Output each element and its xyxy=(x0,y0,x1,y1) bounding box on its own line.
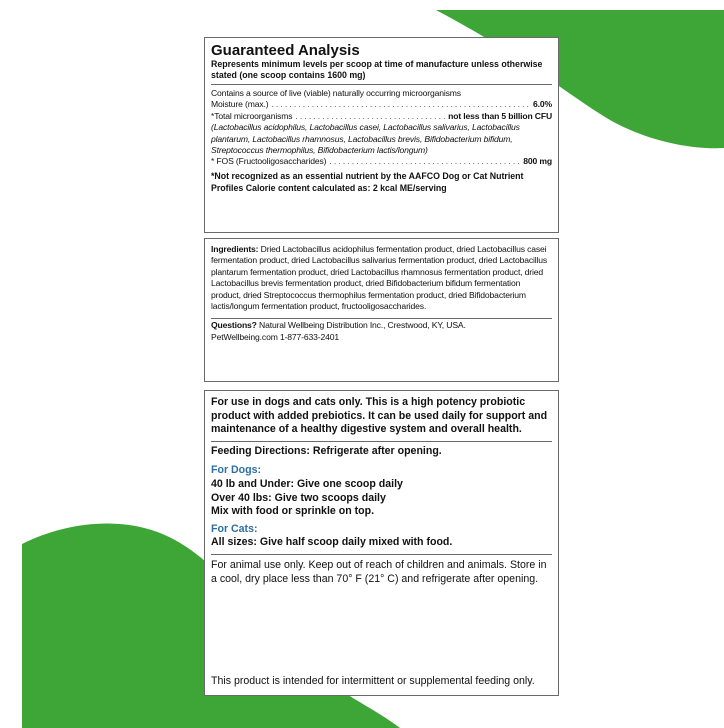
guaranteed-analysis-subtitle: Represents minimum levels per scoop at time of manufacture unless otherwise stated (one scoop contains 1600 mg) xyxy=(211,59,543,80)
ingredients-block xyxy=(205,239,558,312)
dogs-line-2: Over 40 lbs: Give two scoops daily xyxy=(211,491,386,504)
cats-line-1: All sizes: Give half scoop daily mixed with food. xyxy=(211,536,453,549)
ingredients-label: Ingredients: xyxy=(211,244,259,254)
contact-line: PetWellbeing.com 1-877-633-2401 xyxy=(211,331,339,342)
warning-text: For animal use only. Keep out of reach of children and animals. Store in a cool, dry place less than 70° F (21° C) and refrigerate after opening. xyxy=(211,558,547,585)
divider xyxy=(211,554,552,555)
dogs-line-3: Mix with food or sprinkle on top. xyxy=(211,505,375,518)
divider xyxy=(211,441,552,442)
cats-heading: For Cats: xyxy=(211,522,258,535)
footer-note: This product is intended for intermittent or supplemental feeding only. xyxy=(211,675,535,688)
dogs-line-1: 40 lb and Under: Give one scoop daily xyxy=(211,477,403,490)
guaranteed-analysis-panel xyxy=(204,37,559,233)
ingredients-panel xyxy=(204,238,559,382)
microorganisms-value: not less than 5 billion CFU xyxy=(448,110,552,121)
guaranteed-analysis-title: Guaranteed Analysis xyxy=(211,42,360,59)
usage-intro: For use in dogs and cats only. This is a high potency probiotic product with added prebiotics. It can be used daily for support and maintenance of a healthy digestive system and overall health. xyxy=(211,396,548,436)
moisture-row xyxy=(205,99,558,110)
aafco-note: *Not recognized as an essential nutrient by the AAFCO Dog or Cat Nutrient Profiles Calorie content calculated as: 2 kcal ME/serving xyxy=(211,170,524,193)
moisture-label: Moisture (max.) xyxy=(211,99,269,110)
leader-dots xyxy=(329,156,520,167)
leader-dots xyxy=(271,99,530,110)
microorganisms-label: *Total microorganisms xyxy=(211,110,293,121)
fos-value: 800 mg xyxy=(523,156,552,167)
leader-dots xyxy=(295,111,445,122)
feeding-directions: Feeding Directions: Refrigerate after opening. xyxy=(211,444,442,457)
questions-line xyxy=(205,319,558,331)
questions-label: Questions? xyxy=(211,320,257,331)
strains-list: (Lactobacillus acidophilus, Lactobacillus casei, Lactobacillus salivarius, Lactobacillus plantarum, Lactobacillus rhamnosus, Lactobacillus brevis, Bifidobacterium bifidum, Streptococcus thermophilus, Bifidobacterium lactis/longum) xyxy=(211,122,520,156)
microorganisms-row xyxy=(205,111,558,122)
dogs-heading: For Dogs: xyxy=(211,464,262,477)
fos-label: * FOS (Fructooligosaccharides) xyxy=(211,156,327,167)
moisture-value: 6.0% xyxy=(533,99,552,110)
usage-panel xyxy=(204,390,559,696)
fos-row xyxy=(205,156,558,167)
source-note: Contains a source of live (viable) naturally occurring microorganisms xyxy=(211,88,461,98)
ingredients-text: Dried Lactobacillus acidophilus fermentation product, dried Lactobacillus casei fermentation product, dried Lactobacillus salivarius fermentation product, dried Lactobacillus plantarum fermentation product, dried Lactobacillus rhamnosus fermentation product, dried Lactobacillus brevis fermentation product, dried Bifidobacterium bifidum fermentation product, dried Streptococcus thermophilus fermentation product, dried Bifidobacterium lactis/longum fermentation product, fructooligosaccharides. xyxy=(211,244,548,312)
questions-text: Natural Wellbeing Distribution Inc., Crestwood, KY, USA. xyxy=(259,320,466,331)
